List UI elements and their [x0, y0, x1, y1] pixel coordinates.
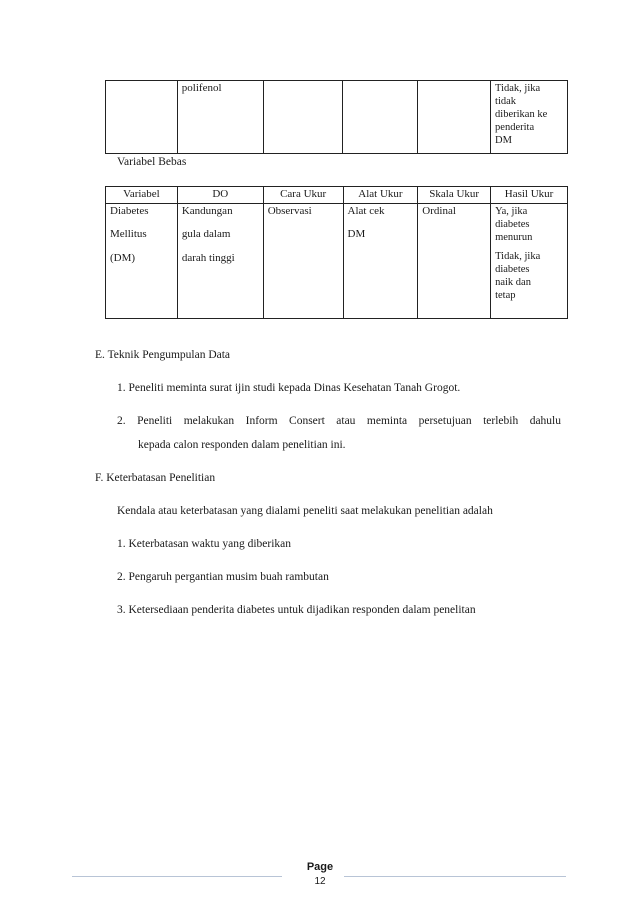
- column-header: Alat Ukur: [343, 187, 418, 204]
- cell-line: Kandungan: [181, 204, 233, 217]
- cell-line: Diabetes: [110, 204, 149, 217]
- table-cell: Tidak, jika tidak diberikan ke penderita DM: [491, 81, 568, 154]
- page-label: Page: [306, 861, 334, 873]
- section-e-heading: E. Teknik Pengumpulan Data: [95, 349, 231, 361]
- cell-line: darah tinggi: [181, 251, 235, 264]
- section-f-intro: Kendala atau keterbatasan yang dialami peneliti saat melakukan penelitian adalah: [117, 505, 493, 517]
- table-cell: [106, 81, 178, 154]
- table-cell: [263, 81, 343, 154]
- variabel-bebas-label: Variabel Bebas: [117, 156, 187, 168]
- table-header-row: [106, 187, 568, 204]
- column-header: Variabel: [106, 187, 178, 204]
- table-cell: [418, 81, 491, 154]
- cell-line: (DM): [110, 251, 136, 264]
- cara-ukur-cell: Observasi: [263, 203, 343, 318]
- cell-line: Tidak, jika diabetes naik dan tetap: [495, 250, 541, 301]
- column-header: DO: [177, 187, 263, 204]
- list-item: 2. Peneliti melakukan Inform Consert atau meminta persetujuan terlebih dahulu: [117, 415, 561, 427]
- cell-line: Mellitus: [110, 228, 147, 240]
- cell-line: Ya, jika diabetes menurun: [495, 205, 533, 243]
- hasil-ukur-cell: [491, 203, 568, 318]
- table-cell: polifenol: [177, 81, 263, 154]
- variabel-cell: [106, 203, 178, 318]
- column-header: Hasil Ukur: [491, 187, 568, 204]
- variable-table: [105, 186, 568, 319]
- list-item-continuation: kepada calon responden dalam penelitian ini.: [138, 439, 346, 451]
- skala-ukur-cell: Ordinal: [418, 203, 491, 318]
- list-item: 1. Keterbatasan waktu yang diberikan: [117, 538, 292, 550]
- footer-rule-left: [72, 876, 282, 877]
- list-item: 2. Pengaruh pergantian musim buah rambutan: [117, 571, 329, 583]
- list-item: 1. Peneliti meminta surat ijin studi kepada Dinas Kesehatan Tanah Grogot.: [117, 382, 461, 394]
- footer-rule-right: [344, 876, 566, 877]
- column-header: Skala Ukur: [418, 187, 491, 204]
- column-header: Cara Ukur: [263, 187, 343, 204]
- table-row: [106, 203, 568, 318]
- do-cell: [177, 203, 263, 318]
- table-row: [106, 81, 568, 154]
- section-f-heading: F. Keterbatasan Penelitian: [95, 472, 216, 484]
- cell-line: DM: [347, 228, 366, 240]
- alat-ukur-cell: [343, 203, 418, 318]
- list-item: 3. Ketersediaan penderita diabetes untuk dijadikan responden dalam penelitan: [117, 604, 476, 616]
- cell-line: gula dalam: [181, 228, 231, 240]
- table-cell: [343, 81, 418, 154]
- cell-line: Alat cek: [347, 204, 385, 217]
- continuation-table: [105, 80, 568, 154]
- page-number: 12: [314, 876, 326, 887]
